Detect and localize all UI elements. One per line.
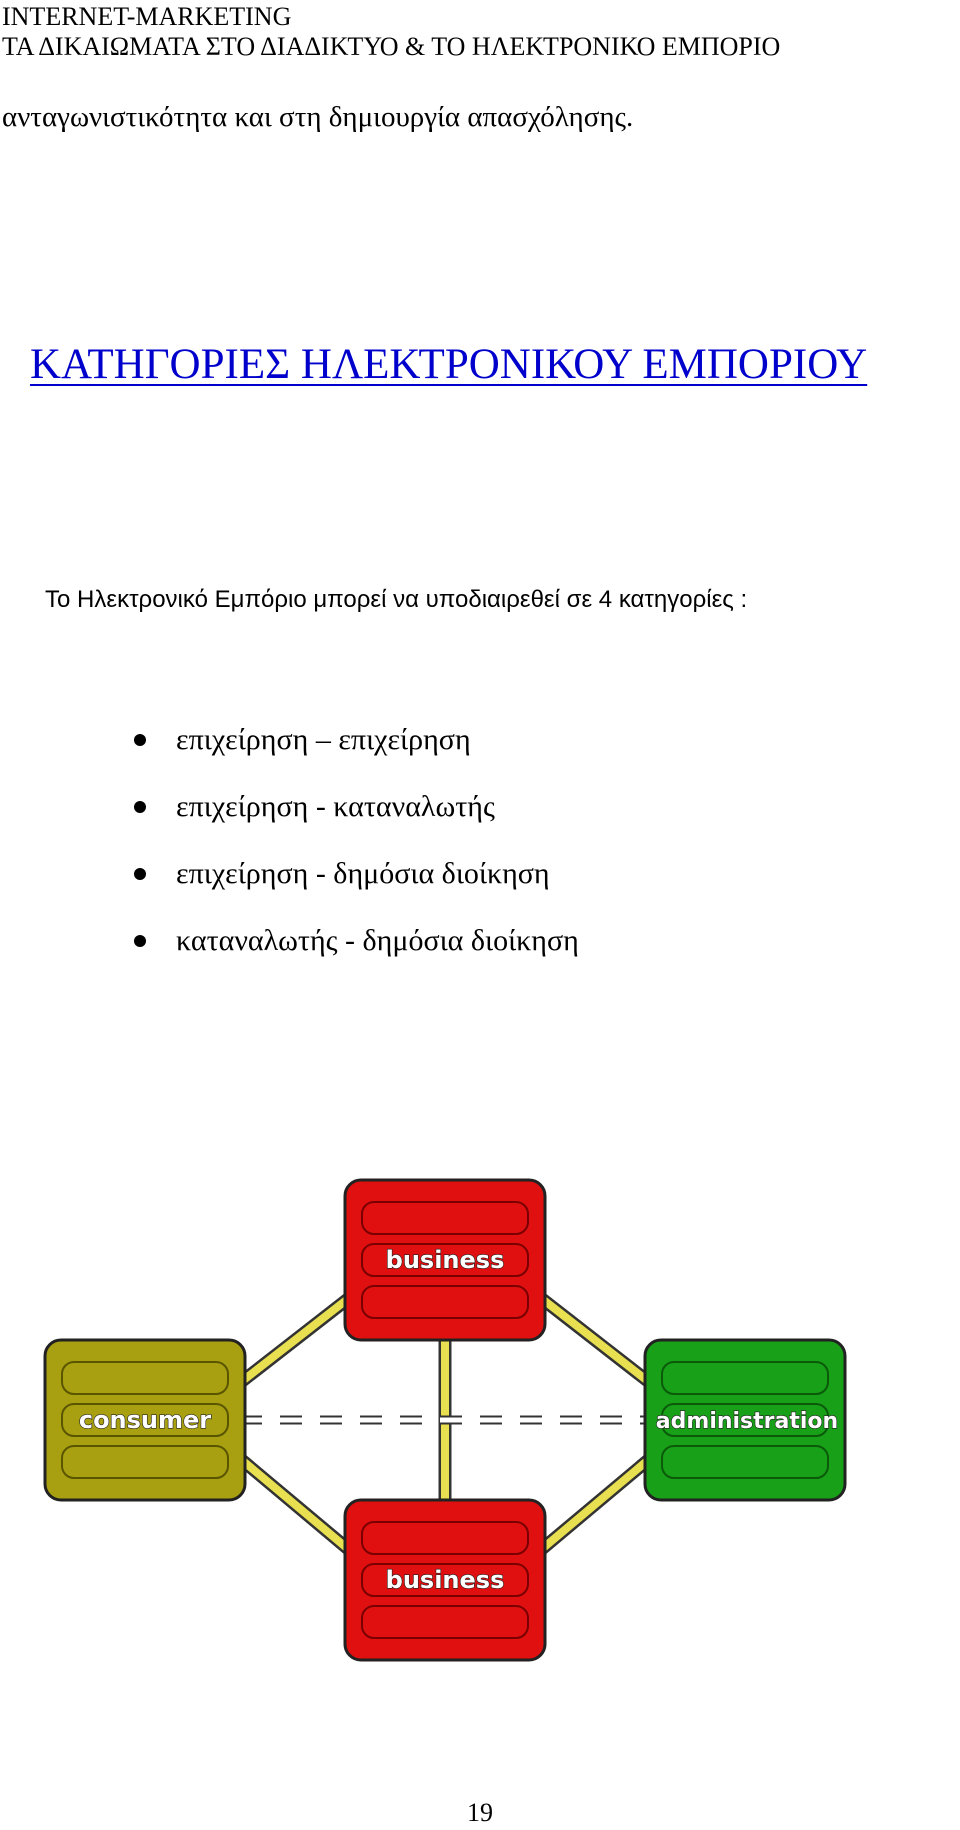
- business-node-top: [345, 1180, 545, 1340]
- list-item-label: επιχείρηση – επιχείρηση: [176, 723, 471, 756]
- consumer-node-label: consumer: [78, 1406, 212, 1434]
- bullet-icon: [134, 868, 146, 880]
- section-heading: ΚΑΤΗΓΟΡΙΕΣ ΗΛΕΚΤΡΟΝΙΚΟΥ ΕΜΠΟΡΙΟΥ: [30, 341, 868, 388]
- administration-node: [645, 1340, 845, 1500]
- business-node-bottom: [345, 1500, 545, 1660]
- page-number: 19: [467, 1798, 493, 1827]
- list-item-label: επιχείρηση - δημόσια διοίκηση: [176, 857, 550, 890]
- document-header-subtitle: ΤΑ ΔΙΚΑΙΩΜΑΤΑ ΣΤΟ ΔΙΑΔΙΚΤΥΟ & ΤΟ ΗΛΕΚΤΡΟΝΙΚΟ ΕΜΠΟΡΙΟ: [2, 32, 781, 61]
- ecommerce-diagram: [40, 1170, 860, 1670]
- consumer-node: [45, 1340, 245, 1500]
- description-text: Το Ηλεκτρονικό Εμπόριο μπορεί να υποδιαιρεθεί σε 4 κατηγορίες :: [45, 586, 748, 613]
- list-item-label: επιχείρηση - καταναλωτής: [176, 790, 495, 823]
- bullet-icon: [134, 801, 146, 813]
- administration-node-label: administration: [655, 1409, 839, 1434]
- intro-text: ανταγωνιστικότητα και στη δημιουργία απασχόλησης.: [2, 101, 634, 133]
- list-item-label: καταναλωτής - δημόσια διοίκηση: [176, 924, 579, 957]
- business-node-top-label: business: [385, 1246, 505, 1274]
- business-node-bottom-label: business: [385, 1566, 505, 1594]
- bullet-icon: [134, 935, 146, 947]
- document-header-title: INTERNET-MARKETING: [2, 2, 292, 31]
- bullet-icon: [134, 734, 146, 746]
